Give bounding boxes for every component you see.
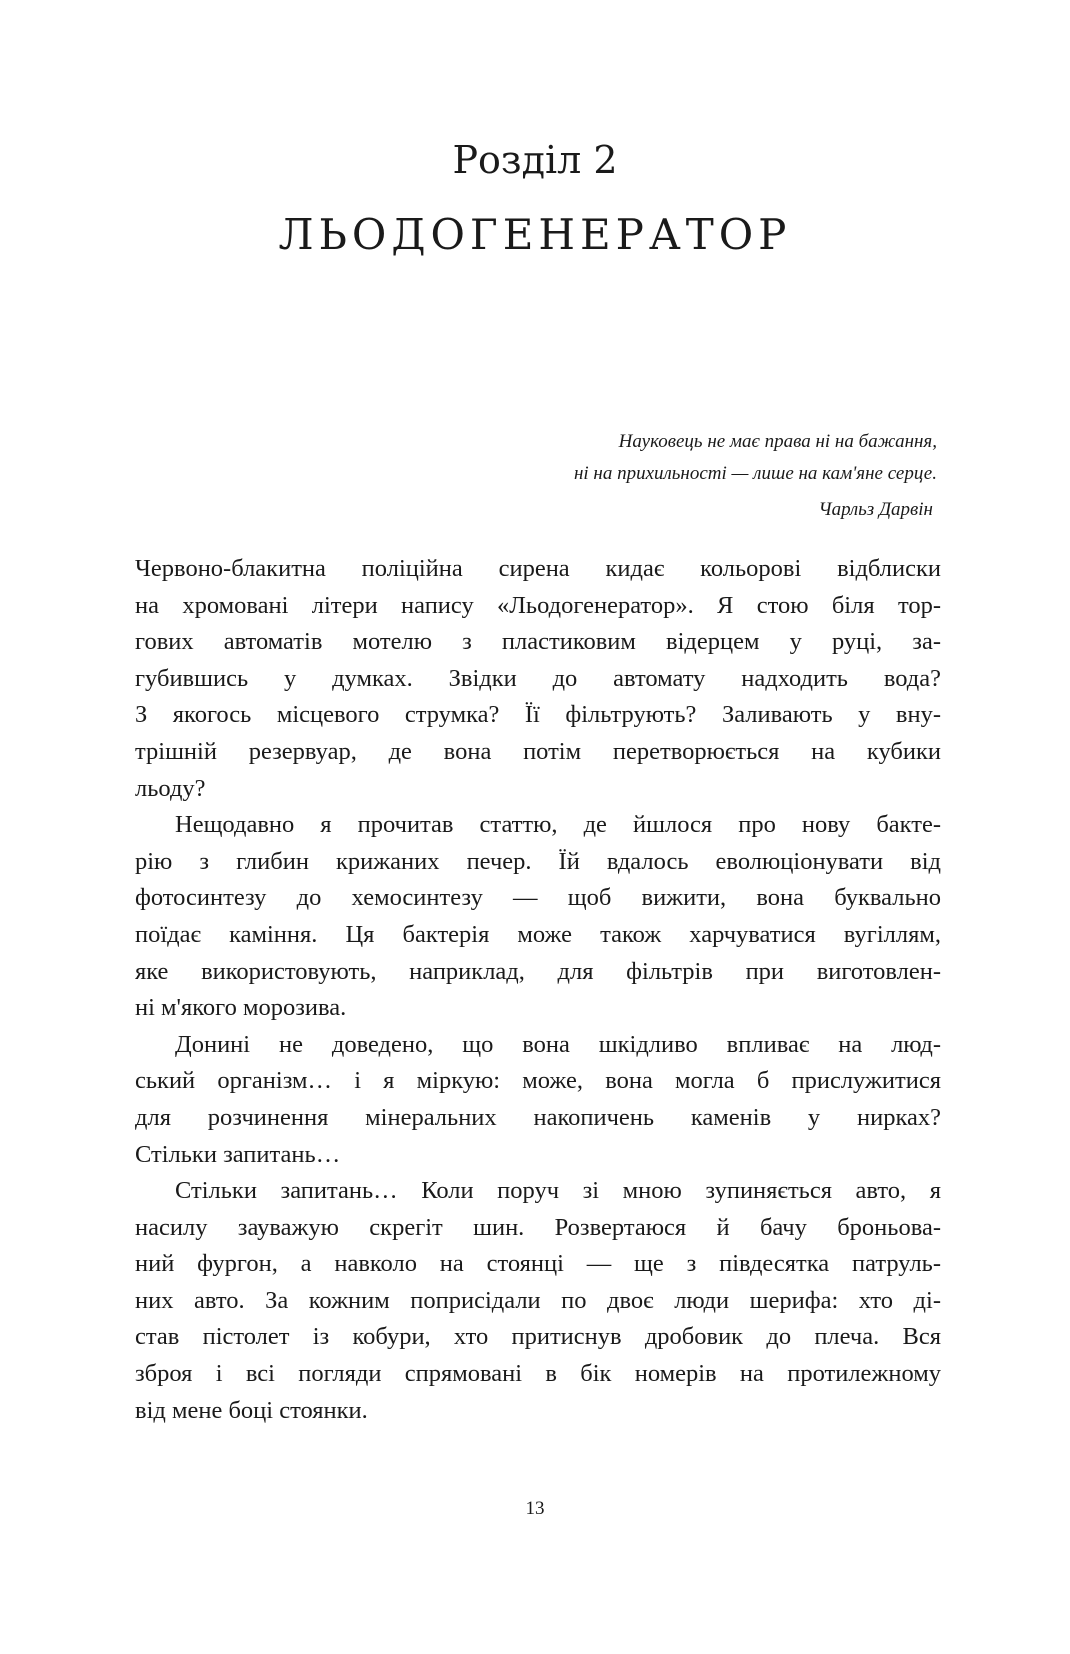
page-number: 13 — [525, 1498, 545, 1519]
chapter-label: Розділ 2 — [452, 138, 618, 182]
paragraph-line: Стільки запитань… Коли поруч зі мною зупиняється авто, я — [175, 1177, 941, 1205]
epigraph-line: ні на прихильності — лише на кам'яне серце. — [573, 463, 937, 484]
paragraph-line: для розчинення мінеральних накопичень каменів у нирках? — [135, 1103, 941, 1131]
epigraph-line: Науковець не має права ні на бажання, — [618, 431, 937, 452]
paragraph-line: ний фургон, а навколо на стоянці — ще з півдесятка патруль- — [135, 1250, 941, 1278]
paragraph-line: фотосинтезу до хемосинтезу — щоб вижити, вона буквально — [135, 884, 941, 912]
paragraph-line: став пістолет із кобури, хто притиснув дробовик до плеча. Вся — [135, 1323, 941, 1351]
epigraph-author: Чарльз Дарвін — [818, 499, 933, 520]
paragraph-line: Червоно-блакитна поліційна сирена кидає кольорові відблиски — [135, 555, 941, 582]
paragraph-line: насилу зауважую скрегіт шин. Розвертаюся й бачу броньова- — [135, 1213, 941, 1241]
paragraph-line: гових автоматів мотелю з пластиковим відерцем у руці, за- — [135, 628, 941, 656]
paragraph-line: губившись у думках. Звідки до автомату надходить вода? — [135, 664, 941, 692]
paragraph-line: трішній резервуар, де вона потім перетворюється на кубики — [135, 737, 941, 765]
paragraph-line: поїдає каміння. Ця бактерія може також харчуватися вугіллям, — [135, 920, 941, 948]
paragraph-line: рію з глибин крижаних печер. Їй вдалось еволюціонувати від — [135, 847, 941, 875]
paragraph-line: від мене боці стоянки. — [135, 1396, 368, 1424]
epigraph — [574, 426, 937, 526]
paragraph-line: них авто. За кожним поприсідали по двоє люди шерифа: хто ді- — [135, 1286, 941, 1314]
paragraph-line: З якогось місцевого струмка? Її фільтрують? Заливають у вну- — [135, 701, 941, 729]
paragraph-line: Стільки запитань… — [135, 1140, 341, 1168]
paragraph-line: Нещодавно я прочитав статтю, де йшлося про нову бакте- — [175, 811, 941, 839]
paragraph-line: зброя і всі погляди спрямовані в бік номерів на протилежному — [135, 1360, 941, 1388]
paragraph-line: Донині не доведено, що вона шкідливо впливає на люд- — [175, 1030, 941, 1058]
paragraph-line: на хромовані літери напису «Льодогенератор». Я стою біля тор- — [135, 591, 941, 619]
paragraph-line: льоду? — [135, 774, 206, 802]
paragraph-line: ні м'якого морозива. — [135, 994, 347, 1022]
chapter-title: ЛЬОДОГЕНЕРАТОР — [278, 210, 792, 259]
body-text — [135, 551, 941, 1429]
paragraph-line: ський організм… і я міркую: може, вона могла б прислужитися — [135, 1067, 941, 1095]
paragraph-line: яке використовують, наприклад, для фільтрів при виготовлен- — [135, 957, 941, 985]
